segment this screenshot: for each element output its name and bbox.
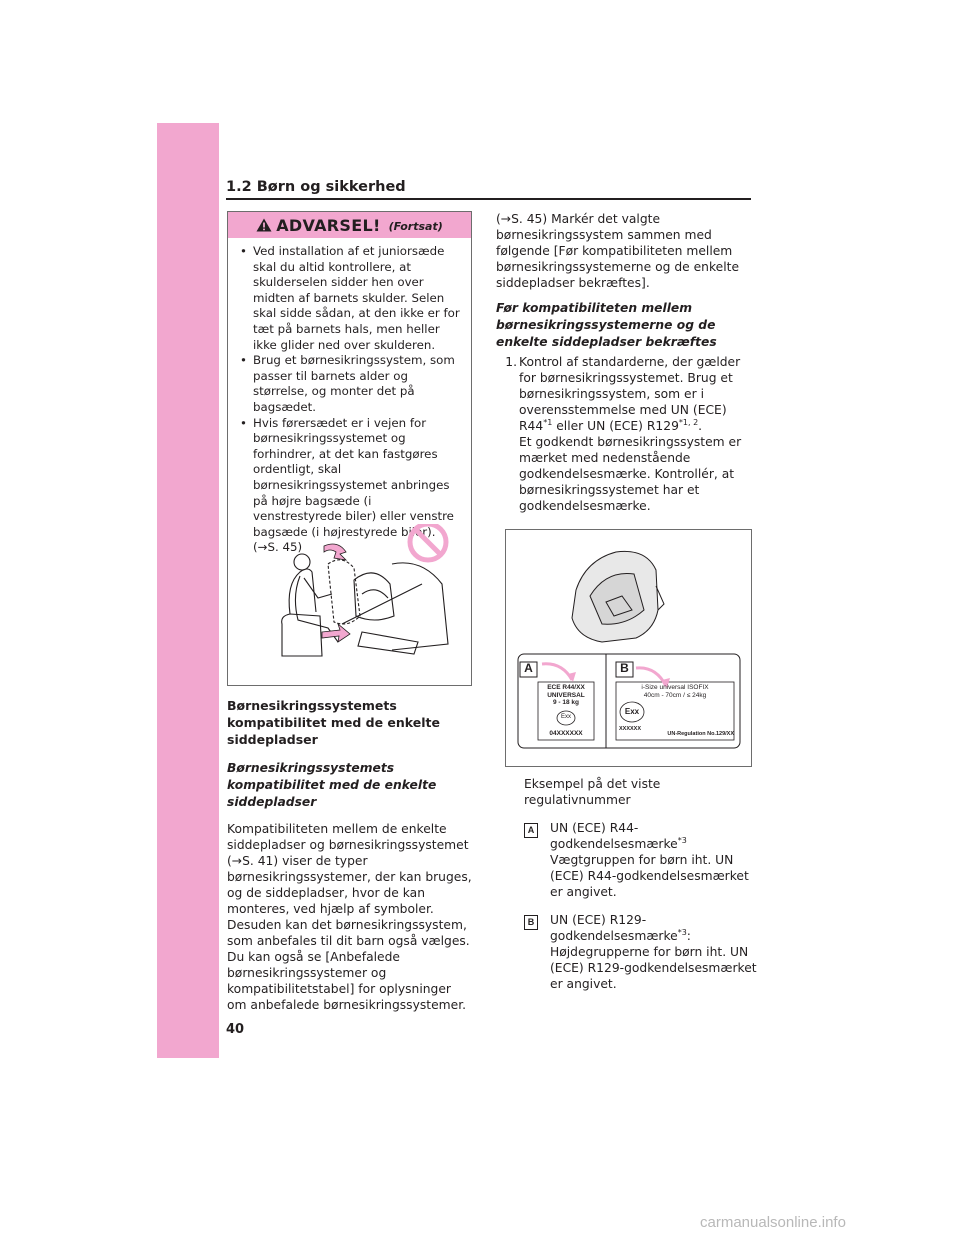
label-b-badge: B [620,661,629,675]
compatibility-heading: Børnesikringssystemets kompatibilitet med de enkelte siddepladser [227,698,440,747]
legend-item-a [524,820,759,900]
warning-title: ADVARSEL! [276,215,381,235]
step-text: Kontrol af standarderne, der gælder for børnesikringssystemet. Brug et børnesikringssystem, som er i overensstemmelse med UN (ECE) R44 [519,355,741,433]
legend-suffix: : [686,929,691,943]
step-1 [496,354,748,514]
warning-bullet: • Hvis førersædet er i vejen for børnesikringssystemet og forhindrer, at det kan fastgøres ordentligt, skal børnesikringssystemet anbringes på højre bagsæde (i venstrestyrede biler) eller venstre bagsæde (i højrestyrede biler). (→S. 45) [240,415,454,555]
legend-desc: Højdegrupperne for børn iht. UN (ECE) R129-godkendelsesmærket er angivet. [550,945,757,991]
warning-header [228,212,471,238]
r44-label-text [538,684,594,707]
r44-line: ECE R44/XX [547,684,585,691]
r129-approval-code: XXXXXX [619,726,642,732]
chapter-sidebar-tab [157,123,219,1058]
r44-approval-code: 04XXXXXX [549,730,583,737]
legend-desc: Vægtgruppen for børn iht. UN (ECE) R44-godkendelsesmærket er angivet. [550,853,749,899]
warning-bullet: • Brug et børnesikringssystem, som passer til barnets alder og størrelse, og monter det på bagsædet. [240,353,455,414]
compatibility-subheading: Børnesikringssystemets kompatibilitet med de enkelte siddepladser [227,761,437,809]
header-divider [226,198,751,200]
r129-line: 40cm - 70cm / ≤ 24kg [643,692,707,699]
r129-e-mark: Exx [624,707,640,716]
legend-item-b [524,912,759,992]
approval-mark-figure [505,529,752,767]
footnote-ref: *3 [677,835,687,845]
step-text: eller UN (ECE) R129 [552,419,679,433]
r129-line: i-Size universal ISOFIX [641,684,709,691]
step-number: 1. [505,355,517,369]
warning-triangle-icon [256,218,272,232]
legend-title: UN (ECE) R129-godkendelsesmærke [550,913,678,943]
step-text: . [698,419,703,433]
r129-label-text [616,684,734,700]
legend-title: UN (ECE) R44-godkendelsesmærke [550,821,678,851]
label-a-badge: A [524,661,533,675]
section-title: 1.2 Børn og sikkerhed [226,179,406,195]
footnote-ref: *1, 2 [678,417,699,427]
r129-regulation: UN-Regulation No.129/XX [667,731,734,737]
footnote-ref: *1 [543,417,553,427]
warning-box [227,211,472,686]
r44-line: UNIVERSAL [547,691,585,699]
badge-a: A [524,823,538,838]
watermark: carmanualsonline.info [700,1214,846,1231]
r44-e-mark: Exx [560,714,571,720]
page-number: 40 [226,1022,245,1037]
footnote-ref: *3 [677,927,687,937]
step-text: Et godkendt børnesikringssystem er mærket med nedenstående godkendelsesmærke. Kontrollér, at børnesikringssystemet har et godkendelsesmærke. [519,435,742,513]
prohibited-seat-illustration [242,524,462,670]
intro-paragraph: (→S. 45) Markér det valgte børnesikringssystem sammen med følgende [Før kompatibiliteten mellem børnesikringssystemerne og de enkelte siddepladser bekræftes]. [496,212,740,290]
figure-caption: Eksempel på det viste regulativnummer [524,777,661,807]
warning-bullet: • Ved installation af et juniorsæde skal du altid kontrollere, at skulderselen sidder hen over midten af barnets skulder. Selen skal sidde sådan, at den ikke er for tæt på barnets hals, men heller ikke glider ned over skulderen. [240,244,460,352]
badge-b: B [524,915,538,930]
warning-continued-label: (Fortsat) [388,220,443,233]
confirm-subheading: Før kompatibiliteten mellem børnesikringssystemerne og de enkelte siddepladser bekræftes [496,301,717,349]
r44-line: 9 - 18 kg [552,699,579,706]
warning-list [228,238,471,556]
compatibility-body: Kompatibiliteten mellem de enkelte siddepladser og børnesikringssystemet (→S. 41) viser de typer børnesikringssystemer, der kan bruges, og de siddepladser, hvor de kan monteres, ved hjælp af symboler. Desuden kan det børnesikringssystem, som anbefales til dit barn også vælges. Du kan også se [Anbefalede børnesikringssystemer og kompatibilitetstabel] for oplysninger om anbefalede børnesikringssystemer. [227,822,472,1012]
